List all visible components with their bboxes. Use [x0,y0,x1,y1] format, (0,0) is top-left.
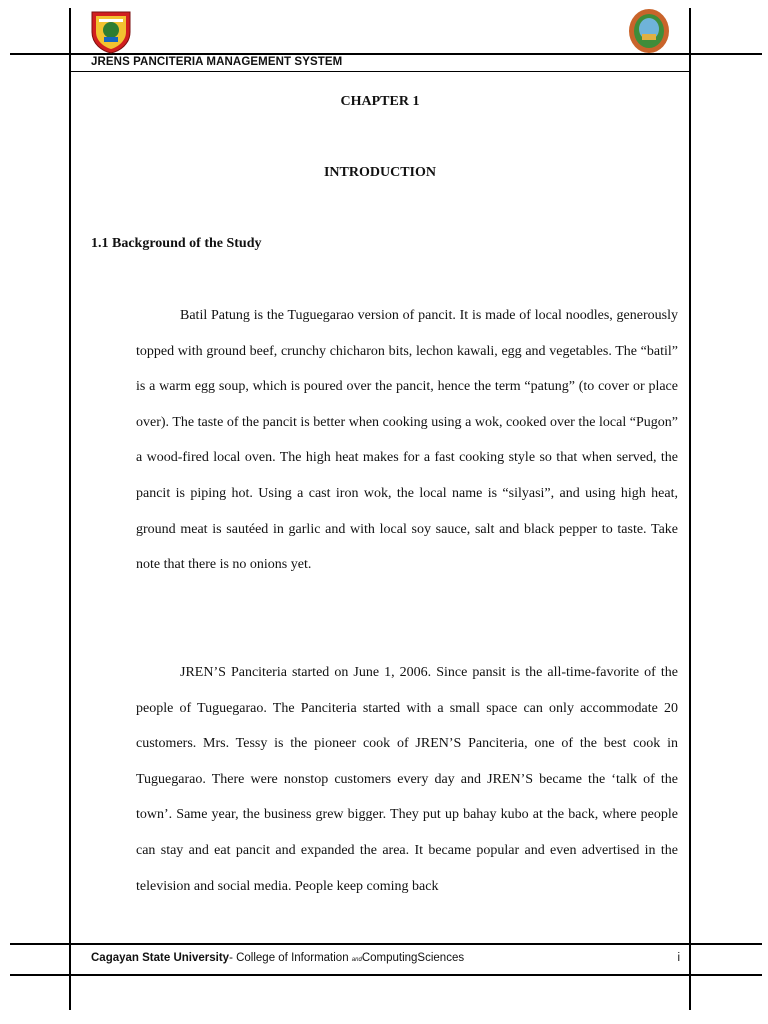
right-margin-rule [689,8,691,1010]
footer-college-part1: College of Information [236,952,352,964]
chapter-number: CHAPTER 1 [340,94,420,109]
university-seal-logo [90,10,132,54]
chapter-title: INTRODUCTION [323,165,436,180]
footer-bottom-rule [10,974,762,976]
page-footer [91,952,681,964]
footer-university: Cagayan State University [91,952,230,964]
footer-and: and [351,957,362,963]
header-underline-rule [70,71,690,72]
left-margin-rule [69,8,71,1010]
paragraph-2: JREN’S Panciteria started on June 1, 2006. Since pansit is the all-time-favorite of the people of Tuguegarao. The Panciteria started with a small space can only accommodate 20 customers. Mrs. Tessy is the pioneer cook of JREN’S Panciteria, one of the best cook in Tuguegarao. There were nonstop customers every day and JREN’S became the ‘talk of the town’. Same year, the business grew bigger. They put up bahay kubo at the back, where people can stay and eat pancit and expanded the area. It became popular and even advertised in the television and social media. People keep coming back [136,665,678,894]
footer-top-rule [10,943,762,945]
footer-college-part2: ComputingSciences [361,952,465,964]
page-number: i [677,952,680,964]
document-header-title: JRENS PANCITERIA MANAGEMENT SYSTEM [91,56,343,68]
paragraph-1: Batil Patung is the Tuguegarao version of pancit. It is made of local noodles, generously topped with ground beef, crunchy chicharon bits, lechon kawali, egg and vegetables. The “batil” is a warm egg soup, which is poured over the pancit, hence the term “patung” (to cover or place over). The taste of the pancit is better when cooking using a wok, cooked over the local “Pugon” a wood-fired local oven. The high heat makes for a fast cooking style so that when served, the pancit is piping hot. Using a cast iron wok, the local name is “silyasi”, and using high heat, ground meat is sautéed in garlic and with local soy sauce, salt and black pepper to taste. Take note that there is no onions yet. [136,308,678,573]
section-heading: 1.1 Background of the Study [91,236,262,251]
college-seal-logo [628,8,670,54]
footer-separator: - [229,952,237,964]
